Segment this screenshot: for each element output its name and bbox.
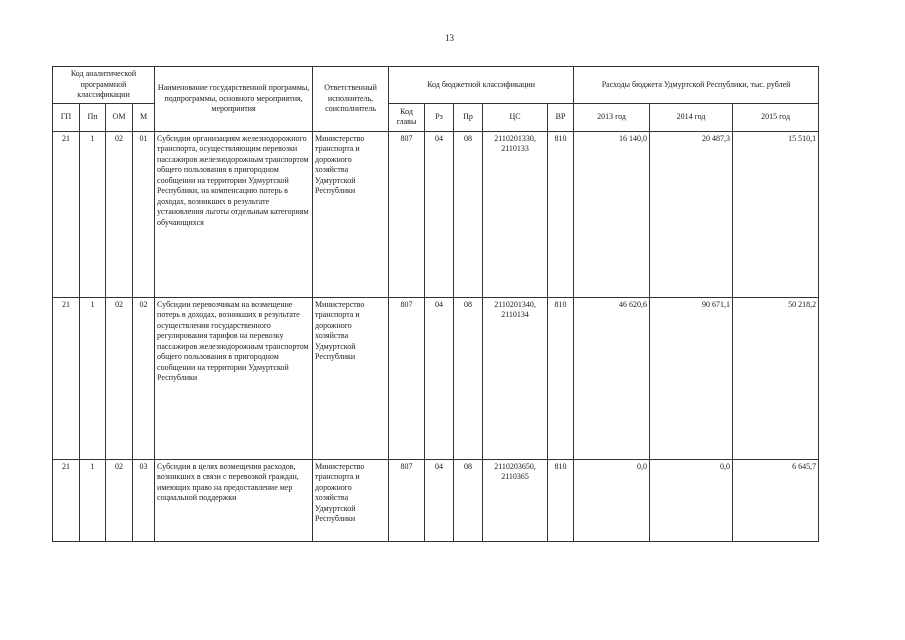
cell-rz: 04 [425, 131, 454, 297]
header-vr: ВР [548, 103, 574, 131]
page-number: 13 [445, 33, 454, 43]
cell-pr: 08 [454, 297, 483, 459]
cell-cs: 2110203650, 2110365 [483, 459, 548, 541]
table-row [53, 297, 819, 459]
cell-m: 03 [133, 459, 155, 541]
cell-vr: 810 [548, 297, 574, 459]
cell-year-2013: 0,0 [574, 459, 650, 541]
budget-table [52, 66, 819, 542]
cell-name: Субсидии организациям железнодорожного транспорта, осуществляющим перевозки пассажиров железнодорожным транспортом общего пользования в пригородном сообщении на территории Удмуртской Республики, на компенсацию потерь в доходах, возникших в результате установления льготы отдельным категориям обучающихся [155, 131, 313, 297]
cell-code-glavy: 807 [389, 297, 425, 459]
header-gp: ГП [53, 103, 80, 131]
cell-gp: 21 [53, 459, 80, 541]
header-name: Наименование государственной программы, подпрограммы, основного мероприятия, мероприятия [155, 67, 313, 132]
cell-year-2013: 16 140,0 [574, 131, 650, 297]
cell-year-2015: 50 218,2 [733, 297, 819, 459]
header-code-glavy: Код главы [389, 103, 425, 131]
cell-year-2014: 0,0 [650, 459, 733, 541]
cell-m: 02 [133, 297, 155, 459]
cell-pr: 08 [454, 131, 483, 297]
cell-om: 02 [106, 297, 133, 459]
header-pr: Пр [454, 103, 483, 131]
header-rz: Рз [425, 103, 454, 131]
header-year-2013: 2013 год [574, 103, 650, 131]
cell-name: Субсидии перевозчикам на возмещение потерь в доходах, возникших в результате осуществления государственного регулирования тарифов на перевозку пассажиров железнодорожным транспортом общего пользования в пригородном сообщении на территории Удмуртской Республики [155, 297, 313, 459]
header-cs: ЦС [483, 103, 548, 131]
cell-gp: 21 [53, 131, 80, 297]
header-budget-code: Код бюджетной классификации [389, 67, 574, 104]
cell-year-2014: 90 671,1 [650, 297, 733, 459]
cell-pr: 08 [454, 459, 483, 541]
cell-pp: 1 [80, 297, 106, 459]
table-row [53, 459, 819, 541]
cell-rz: 04 [425, 459, 454, 541]
cell-year-2015: 6 645,7 [733, 459, 819, 541]
header-executor: Ответственный исполнитель, соисполнитель [313, 67, 389, 132]
header-expenses: Расходы бюджета Удмуртской Республики, тыс. рублей [574, 67, 819, 104]
header-year-2014: 2014 год [650, 103, 733, 131]
header-pp: Пп [80, 103, 106, 131]
cell-pp: 1 [80, 459, 106, 541]
cell-executor: Министерство транспорта и дорожного хозяйства Удмуртской Республики [313, 131, 389, 297]
cell-name: Субсидии в целях возмещения расходов, возникших в связи с перевозкой граждан, имеющих право на предоставление мер социальной поддержки [155, 459, 313, 541]
cell-rz: 04 [425, 297, 454, 459]
cell-vr: 810 [548, 459, 574, 541]
cell-executor: Министерство транспорта и дорожного хозяйства Удмуртской Республики [313, 297, 389, 459]
cell-code-glavy: 807 [389, 459, 425, 541]
cell-om: 02 [106, 131, 133, 297]
cell-pp: 1 [80, 131, 106, 297]
cell-year-2015: 15 510,1 [733, 131, 819, 297]
cell-year-2013: 46 620,6 [574, 297, 650, 459]
table-row [53, 131, 819, 297]
header-m: М [133, 103, 155, 131]
cell-gp: 21 [53, 297, 80, 459]
cell-vr: 810 [548, 131, 574, 297]
cell-cs: 2110201330, 2110133 [483, 131, 548, 297]
header-om: ОМ [106, 103, 133, 131]
cell-executor: Министерство транспорта и дорожного хозяйства Удмуртской Республики [313, 459, 389, 541]
cell-code-glavy: 807 [389, 131, 425, 297]
cell-year-2014: 20 487,3 [650, 131, 733, 297]
header-year-2015: 2015 год [733, 103, 819, 131]
cell-cs: 2110201340, 2110134 [483, 297, 548, 459]
cell-m: 01 [133, 131, 155, 297]
cell-om: 02 [106, 459, 133, 541]
header-analytic-code: Код аналитической программной классификации [53, 67, 155, 104]
